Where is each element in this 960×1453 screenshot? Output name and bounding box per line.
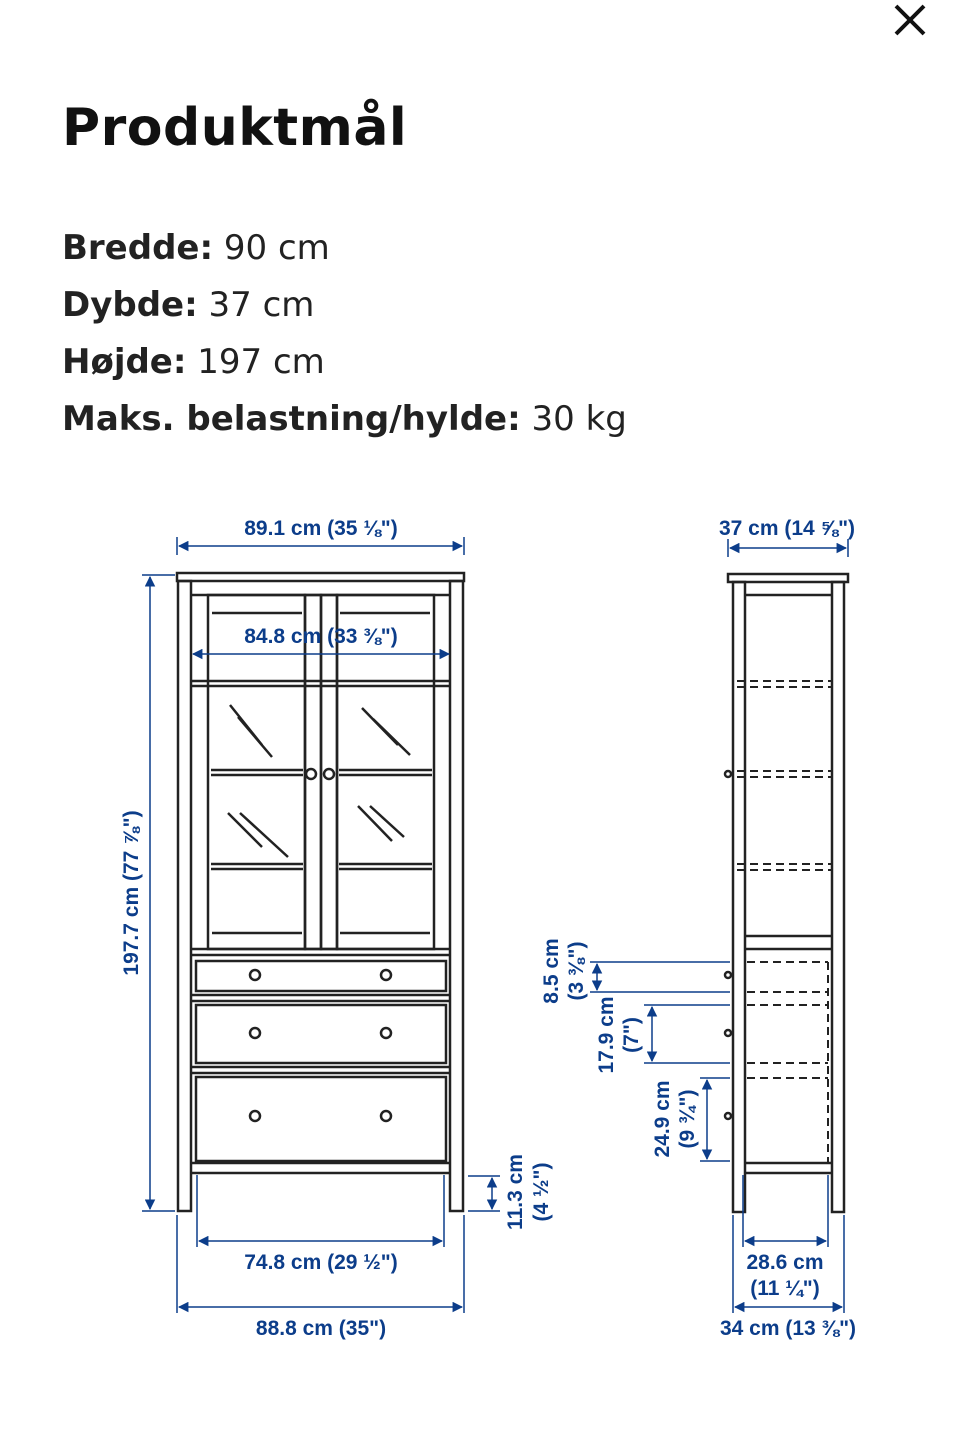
dim-inner-width: 74.8 cm (29 ½") xyxy=(244,1251,398,1274)
dim-side-inner-depth-in: (11 ¼") xyxy=(750,1277,820,1300)
spec-value: 90 cm xyxy=(223,228,330,268)
spec-label: Højde: xyxy=(62,342,187,382)
dim-height: 197.7 cm (77 ⅞") xyxy=(120,810,143,976)
spec-list xyxy=(62,220,627,448)
spec-max-load xyxy=(62,391,627,448)
spec-width xyxy=(62,220,627,277)
spec-value: 30 kg xyxy=(531,399,627,439)
spec-depth xyxy=(62,277,627,334)
dim-drawer2-in: (7") xyxy=(620,1017,643,1053)
front-view xyxy=(177,573,464,1211)
dim-side-top-depth: 37 cm (14 ⅝") xyxy=(718,517,856,540)
dim-side-base-depth: 34 cm (13 ⅜") xyxy=(719,1317,857,1340)
dim-drawer2-cm: 17.9 cm xyxy=(595,996,618,1074)
dim-drawer1-in: (3 ⅜") xyxy=(565,941,588,1001)
spec-value: 37 cm xyxy=(208,285,315,325)
dim-foot-height-in: (4 ½") xyxy=(530,1162,553,1222)
side-view xyxy=(725,574,848,1212)
page-title: Produktmål xyxy=(62,98,408,158)
dim-drawer1-cm: 8.5 cm xyxy=(540,938,563,1004)
dim-top-width: 89.1 cm (35 ⅛") xyxy=(244,517,398,540)
dim-drawer3-cm: 24.9 cm xyxy=(651,1080,674,1158)
side-dimensions xyxy=(540,517,856,1340)
spec-height xyxy=(62,334,627,391)
dim-drawer3-in: (9 ¾") xyxy=(676,1089,699,1149)
spec-label: Dybde: xyxy=(62,285,198,325)
spec-label: Bredde: xyxy=(62,228,214,268)
dim-side-inner-depth-cm: 28.6 cm xyxy=(746,1251,824,1274)
close-button[interactable] xyxy=(886,0,934,40)
dimension-drawing xyxy=(0,495,960,1375)
spec-value: 197 cm xyxy=(197,342,325,382)
close-icon xyxy=(892,2,928,38)
dim-door-width: 84.8 cm (33 ⅜") xyxy=(244,625,398,648)
dim-base-width: 88.8 cm (35") xyxy=(255,1317,387,1340)
spec-label: Maks. belastning/hylde: xyxy=(62,399,521,439)
dim-foot-height-cm: 11.3 cm xyxy=(504,1154,527,1230)
